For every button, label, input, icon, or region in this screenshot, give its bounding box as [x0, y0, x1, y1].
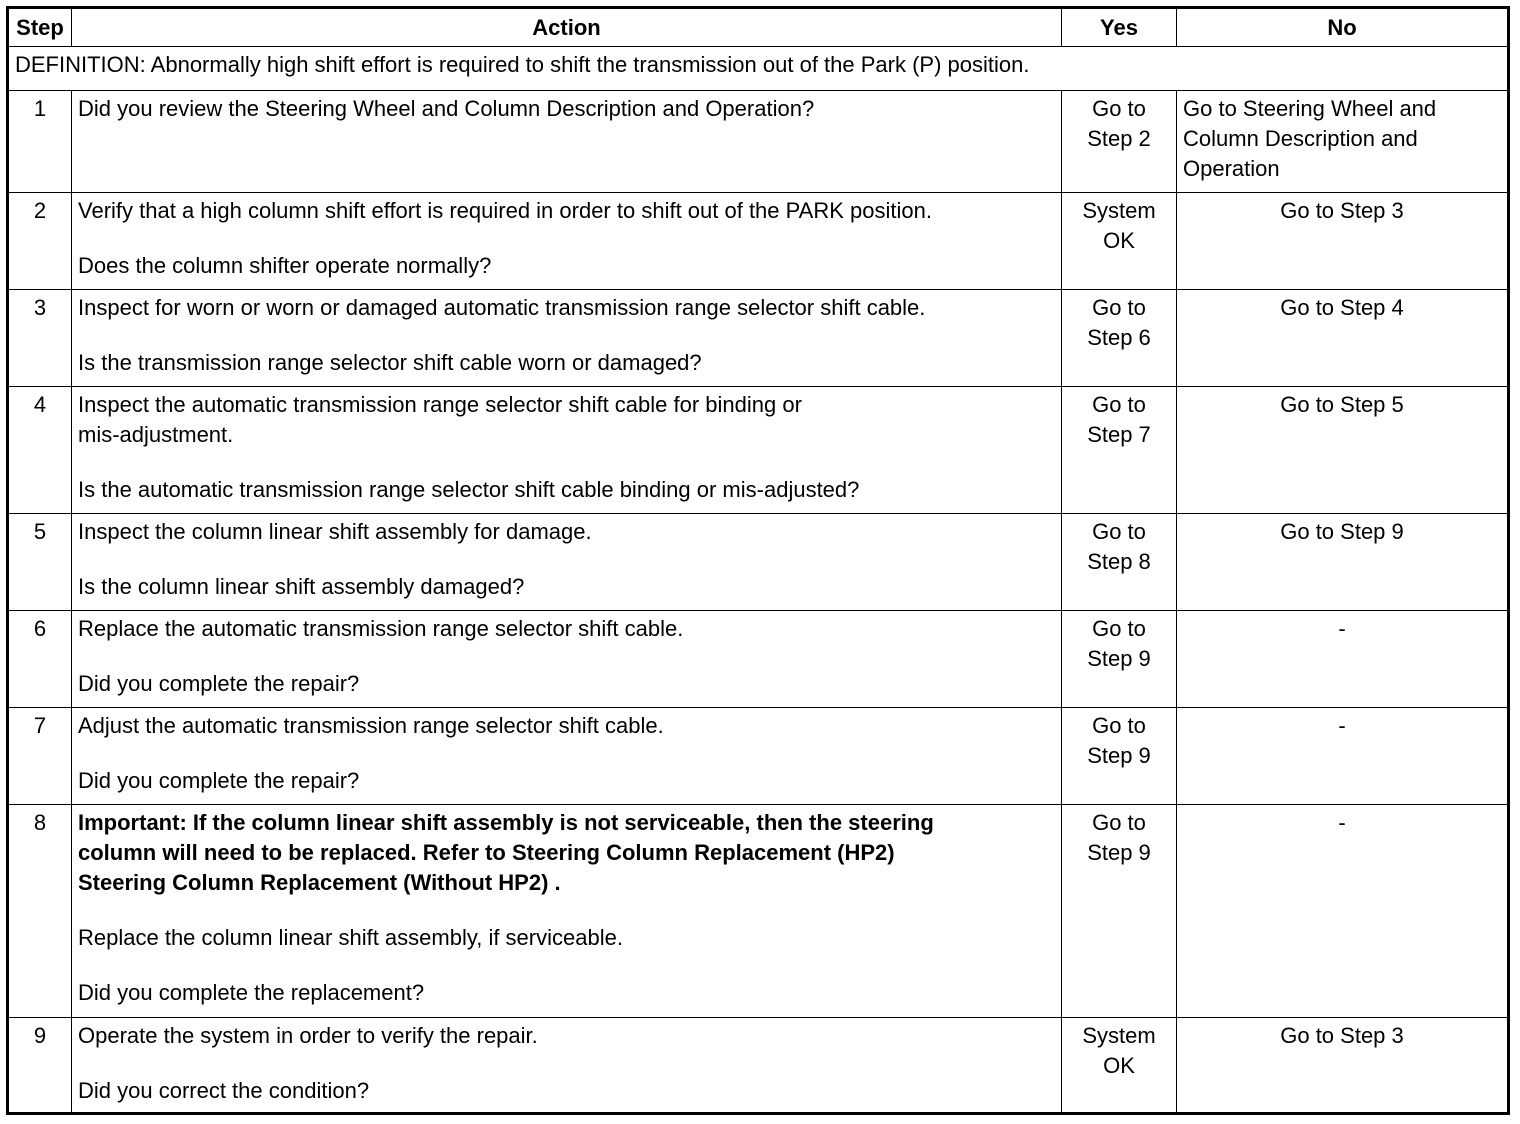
no-cell: [1177, 1018, 1509, 1114]
yes-text: Go to: [1092, 96, 1146, 121]
important-note: Steering Column Replacement (Without HP2) .: [78, 870, 561, 895]
yes-cell: [1062, 91, 1177, 193]
action-text: mis-adjustment.: [78, 422, 234, 447]
yes-cell: [1062, 1018, 1177, 1114]
action-text: Replace the automatic transmission range selector shift cable.: [78, 616, 684, 641]
action-question: Is the automatic transmission range selector shift cable binding or mis-adjusted?: [78, 477, 860, 502]
header-row: [8, 8, 1509, 47]
yes-text: Step 6: [1087, 325, 1151, 350]
table-row: [8, 387, 1509, 514]
step-number: 2: [8, 193, 72, 290]
header-no: No: [1177, 8, 1509, 47]
no-cell: [1177, 290, 1509, 387]
yes-cell: [1062, 290, 1177, 387]
action-cell: [72, 1018, 1062, 1114]
table-row: [8, 1018, 1509, 1114]
diagnostic-table: [6, 6, 1510, 1115]
no-text: Go to Step 4: [1280, 295, 1404, 320]
action-cell: [72, 611, 1062, 708]
yes-text: Go to: [1092, 295, 1146, 320]
yes-cell: [1062, 193, 1177, 290]
table-row: [8, 290, 1509, 387]
table-row: [8, 193, 1509, 290]
action-cell: [72, 290, 1062, 387]
no-cell: [1177, 514, 1509, 611]
header-yes: Yes: [1062, 8, 1177, 47]
action-cell: [72, 91, 1062, 193]
step-number: 3: [8, 290, 72, 387]
action-text: Inspect for worn or worn or damaged automatic transmission range selector shift cable.: [78, 295, 926, 320]
action-question: Does the column shifter operate normally?: [78, 253, 492, 278]
no-text: Go to Step 9: [1280, 519, 1404, 544]
yes-text: Step 9: [1087, 743, 1151, 768]
action-cell: [72, 805, 1062, 1018]
action-text: Did you review the Steering Wheel and Column Description and Operation?: [78, 96, 815, 121]
action-question: Did you correct the condition?: [78, 1078, 370, 1103]
step-number: 5: [8, 514, 72, 611]
no-text: -: [1338, 810, 1346, 835]
action-text: Inspect the column linear shift assembly for damage.: [78, 519, 592, 544]
step-number: 6: [8, 611, 72, 708]
yes-text: Step 8: [1087, 549, 1151, 574]
no-cell: [1177, 91, 1509, 193]
yes-text: Step 2: [1087, 126, 1151, 151]
yes-text: OK: [1103, 228, 1135, 253]
table-row: [8, 514, 1509, 611]
header-action: Action: [72, 8, 1062, 47]
yes-text: Go to: [1092, 392, 1146, 417]
action-question: Is the transmission range selector shift cable worn or damaged?: [78, 350, 702, 375]
no-text: -: [1338, 616, 1346, 641]
yes-text: Go to: [1092, 713, 1146, 738]
yes-cell: [1062, 708, 1177, 805]
yes-text: Step 7: [1087, 422, 1151, 447]
action-text: Replace the column linear shift assembly, if serviceable.: [78, 925, 623, 950]
action-cell: [72, 193, 1062, 290]
no-text: Operation: [1183, 156, 1280, 181]
action-text: Verify that a high column shift effort is required in order to shift out of the PARK position.: [78, 198, 932, 223]
table-row: [8, 91, 1509, 193]
no-cell: [1177, 387, 1509, 514]
no-text: Column Description and: [1183, 126, 1418, 151]
action-text: Inspect the automatic transmission range selector shift cable for binding or: [78, 392, 802, 417]
step-number: 8: [8, 805, 72, 1018]
yes-text: System: [1082, 198, 1156, 223]
action-cell: [72, 387, 1062, 514]
table-row: [8, 611, 1509, 708]
step-number: 9: [8, 1018, 72, 1114]
no-text: Go to Step 3: [1280, 1023, 1404, 1048]
yes-text: Go to: [1092, 810, 1146, 835]
yes-cell: [1062, 514, 1177, 611]
yes-text: Step 9: [1087, 646, 1151, 671]
no-text: -: [1338, 713, 1346, 738]
important-note: Important: If the column linear shift assembly is not serviceable, then the steering: [78, 810, 934, 835]
yes-text: Step 9: [1087, 840, 1151, 865]
yes-cell: [1062, 611, 1177, 708]
action-question: Did you complete the replacement?: [78, 980, 425, 1005]
table-row: [8, 708, 1509, 805]
step-number: 1: [8, 91, 72, 193]
step-number: 7: [8, 708, 72, 805]
action-question: Did you complete the repair?: [78, 671, 360, 696]
table-row: [8, 805, 1509, 1018]
yes-cell: [1062, 387, 1177, 514]
action-question: Did you complete the repair?: [78, 768, 360, 793]
action-text: Adjust the automatic transmission range selector shift cable.: [78, 713, 664, 738]
action-cell: [72, 708, 1062, 805]
no-cell: [1177, 193, 1509, 290]
definition-row: [8, 47, 1509, 91]
yes-cell: [1062, 805, 1177, 1018]
action-question: Is the column linear shift assembly damaged?: [78, 574, 525, 599]
yes-text: System: [1082, 1023, 1156, 1048]
header-step: Step: [8, 8, 72, 47]
no-text: Go to Step 5: [1280, 392, 1404, 417]
definition-text: DEFINITION: Abnormally high shift effort is required to shift the transmission out of the Park (P) position.: [8, 47, 1509, 91]
no-text: Go to Steering Wheel and: [1183, 96, 1437, 121]
no-cell: [1177, 708, 1509, 805]
no-cell: [1177, 805, 1509, 1018]
yes-text: Go to: [1092, 519, 1146, 544]
no-text: Go to Step 3: [1280, 198, 1404, 223]
yes-text: Go to: [1092, 616, 1146, 641]
no-cell: [1177, 611, 1509, 708]
action-text: Operate the system in order to verify the repair.: [78, 1023, 538, 1048]
yes-text: OK: [1103, 1053, 1135, 1078]
important-note: column will need to be replaced. Refer to Steering Column Replacement (HP2): [78, 840, 895, 865]
action-cell: [72, 514, 1062, 611]
step-number: 4: [8, 387, 72, 514]
